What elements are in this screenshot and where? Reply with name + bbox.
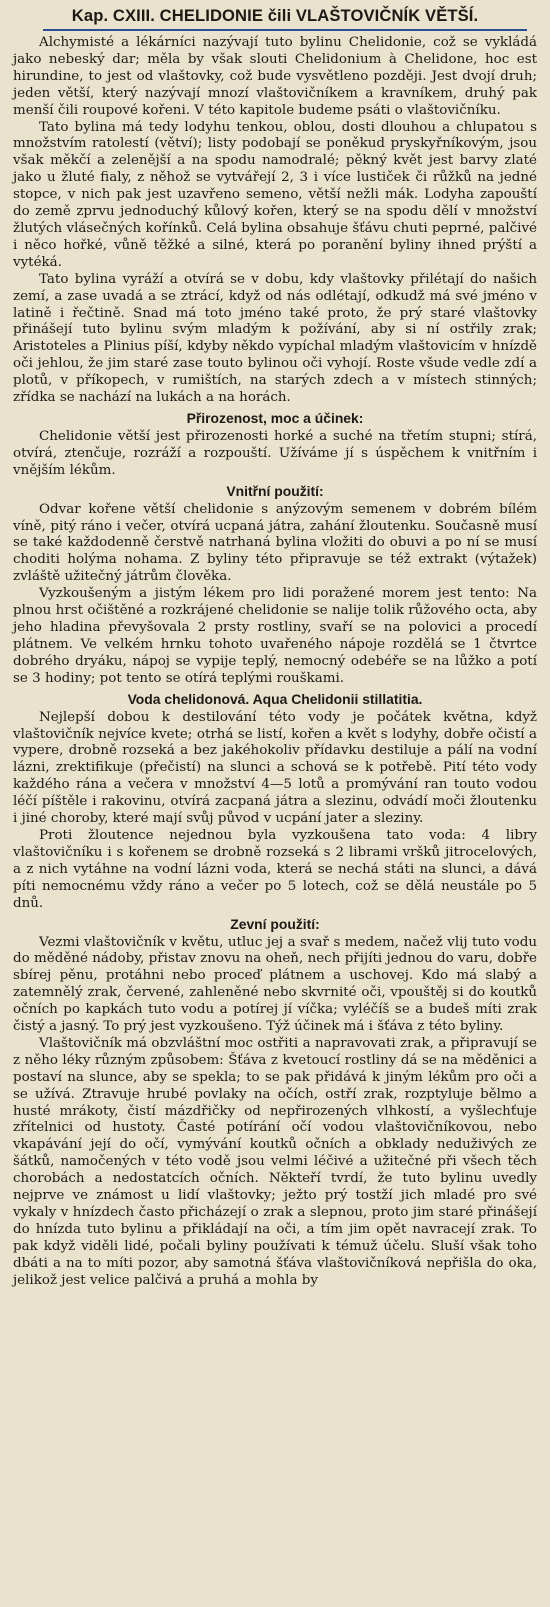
paragraph: Proti žloutence nejednou byla vyzkoušena tato voda: 4 libry vlaštovičníku i s kořenem se drobně rozseká s 2 librami vršků jitrocelových, a z nich vytáhne na vodní lázni voda, která se nechá státi na slunci, a dává píti nemocnému vždy ráno a večer po 5 lotech, což se dělá neustále po 5 dnů. [13,827,537,911]
section-heading: Zevní použití: [230,915,320,932]
section-heading: Vnitřní použití: [226,482,324,499]
title-underline [43,29,527,31]
paragraph: Vezmi vlaštovičník v květu, utluc jej a svař s medem, načež vlij tuto vodu do měděné nádoby, přistav znovu na oheň, nech přijíti jednou do varu, dobře sbírej pěnu, protáhni nebo proceď plátnem a uschovej. Kdo má slabý a zatemnělý zrak, červené, zahleněné nebo skvrnité oči, vpouštěj si do koutků očních po kapkách tuto vodu a potírej jí víčka; vyléčíš se a budeš míti zrak čistý a jasný. To prý jest vyzkoušeno. Týž účinek má i šťáva z této byliny. [13,934,537,1035]
chapter-title: Kap. CXIII. CHELIDONIE čili VLAŠTOVIČNÍK VĚTŠÍ. [71,6,479,25]
section-nature [13,409,537,480]
paragraph: Vlaštovičník má obzvláštní moc ostřiti a napravovati zrak, a připravují se z něho léky různým způsobem: Šťáva z kvetoucí rostliny dá se na měděnici a postaví na slunce, aby se spekla; to se pak přidává k jiným lékům pro oči a se užívá. Ztravuje hrubé povlaky na očích, ostří zrak, rozptyluje bělmo a husté mrákoty, čistí mázdřičky od nepřirozených vlhkostí, a vyšlechťuje zřítelnici od hustoty. Časté potírání očí vodou vlaštovičníkovou, nebo vkapávání její do očí, vymývání koutků očních a obklady neduživých ze šátků, namočených v této vodě jsou velmi léčivé a užitečné při všech těch chorobách a nedostatcích očních. Někteří tvrdí, že tuto bylinu uvedly nejprve ve známost u lidí vlaštovky; ježto prý tostží jich mladé pro své vykaly v hnízdech často přicházejí o zrak a slepnou, proto jim staré přinášejí do hnízda tuto bylinu a přikládají na oči, a tím jim opět navracejí zrak. To pak když viděli lidé, počali byliny používati k témuž účelu. Sluší však toho dbáti a na to míti pozor, aby samotná šťáva vlaštovičníková nepřišla do oka, jelikož jest velice palčivá a pruhá a mohla by [13,1035,537,1288]
paragraph: Nejlepší dobou k destilování této vody je počátek května, když vlaštovičník nejvíce kvete; otrhá se listí, kořen a květ s lodyhy, dobře očistí a vypere, drobně rozseká a bez jakéhokoliv přídavku destiluje a pálí na vodní lázni, zrektifikuje (přečistí) na slunci a schová se k potřebě. Pití této vody každého rána a večera v množství 4—5 lotů a promývání ran touto vodou léčí píštěle i rakovinu, otvírá zacpaná játra a slezinu, odvádí moči žloutenku i jiné choroby, které mají svůj původ v ucpání jater a sleziny. [13,709,537,827]
paragraph: Alchymisté a lékárníci nazývají tuto bylinu Chelidonie, což se vykládá jako nebeský dar; měla by však slouti Chelidonium à Chelidone, hoc est hirundine, to jest od vlaštovky, což bude vysvětleno později. Jest dvojí druh; jeden větší, který nazývají mnozí vlaštovičníkem a kravníkem, druhý pak menší čili roupové kořeni. V této kapitole budeme psáti o vlaštovičníku. [13,35,537,118]
paragraph: Tato bylina má tedy lodyhu tenkou, oblou, dosti dlouhou a chlupatou s množstvím ratolestí (větví); listy podobají se poněkud pryskyřníkovým, jsou však měkčí a zelenější a na spodu namodralé; pěkný květ jest barvy zlaté jako u žluté fialy, z něhož se vytvářejí 2, 3 i více lustiček či růžků na jedné stopce, v nich pak jest uzavřeno semeno, větší nežli mák. Lodyha zapouští do země zprvu jednoduchý kůlový kořen, který se na spodu dělí v množství žlutých vlásečných kořínků. Celá bylina obsahuje šťávu chuti peprné, palčivé i něco hořké, vůně těžké a silné, která po poranění byliny ihned prýští a vytéká. [13,119,537,270]
section-heading: Voda chelidonová. Aqua Chelidonii stillatitia. [127,690,423,707]
section-intro [13,35,537,407]
section-heading: Přirozenost, moc a účinek: [186,409,364,426]
paragraph: Vyzkoušeným a jistým lékem pro lidi poražené morem jest tento: Na plnou hrst očištěné a rozkrájené chelidonie se nalije tolik růžového octa, aby jeho hladina převyšovala 2 prsty rostliny, svaří se na polovici a procedí plátnem. Ve velkém hrnku tohoto uvařeného nápoje rozdělá se 1 čtvrtce dobrého dryáku, nápoj se vypije teplý, nemocný odebéře se na lůžko a potí se 3 hodiny; pot tento se otírá teplými rouškami. [13,586,537,686]
paragraph: Tato bylina vyráží a otvírá se v dobu, kdy vlaštovky přilétají do našich zemí, a zase uvadá a se ztrácí, když od nás odlétají, odkudž má své jméno v latině i řečtině. Snad má toto jméno také proto, že prý staré vlaštovky přinášejí tuto bylinu svým mladým k požívání, aby si ní ostřily zrak; Aristoteles a Plinius píší, kdyby někdo vypíchal mladým vlaštovicím v hnízdě oči jehlou, že jim staré zase touto bylinou oči vyhojí. Roste všude vedle zdí a plotů, v příkopech, v rumištích, na starých zdech a v místech stinných; zřídka se nachází na lukách a na horách. [13,271,537,406]
section-internal-use [13,482,537,688]
paragraph: Odvar kořene větší chelidonie s anýzovým semenem v dobrém bílém víně, pitý ráno i večer, otvírá ucpaná játra, zahání žloutenku. Současně musí se také každodenně čerstvě natrhaná bylina vložiti do obuvi a po ní se musí choditi holýma nohama. Z byliny této připravuje se též extrakt (výtažek) zvláště užitečný játrům člověka. [13,501,537,585]
paragraph: Chelidonie větší jest přirozenosti horké a suché na třetím stupni; stírá, otvírá, ztenčuje, rozráží a rozpouští. Užíváme jí s úspěchem k vnitřním i vnějším lékům. [13,428,537,478]
section-external-use [13,915,537,1290]
section-water [13,690,537,913]
